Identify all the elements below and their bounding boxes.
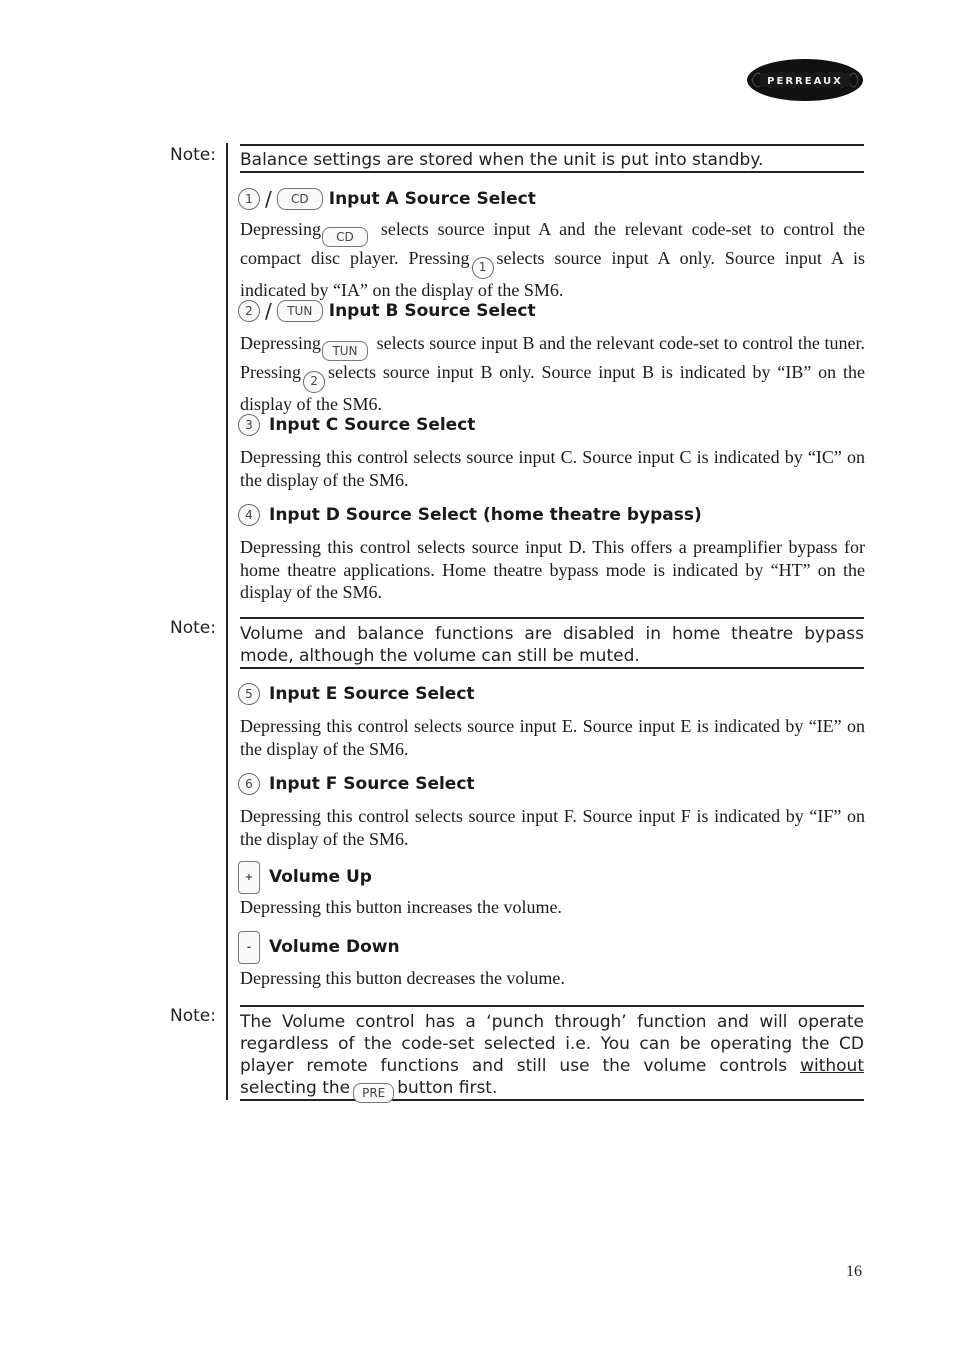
heading-input-b <box>238 298 536 324</box>
heading-text: Input B Source Select <box>328 301 536 321</box>
para-text: Depressing <box>240 219 321 239</box>
paragraph-input-b <box>240 332 865 415</box>
button-2-icon: 2 <box>303 371 325 393</box>
heading-input-f <box>238 771 475 797</box>
note-box <box>240 617 864 669</box>
button-6-icon: 6 <box>238 773 260 795</box>
button-1-icon: 1 <box>238 188 260 210</box>
note-box <box>240 144 864 173</box>
paragraph-input-f: Depressing this control selects source input F. Source input F is indicated by “IF” on the display of the SM6. <box>240 806 865 849</box>
gutter-rule <box>226 143 228 1100</box>
heading-text: Volume Down <box>269 937 400 957</box>
para-text: selects source input A and the relevant code-set to control the compact disc player. Pressing <box>240 219 866 269</box>
note-label: Note: <box>170 618 216 638</box>
heading-input-d <box>238 502 702 528</box>
paragraph-volume-up: Depressing this button increases the volume. <box>240 897 562 917</box>
button-4-icon: 4 <box>238 504 260 526</box>
para-text: Depressing <box>240 333 321 353</box>
button-3-icon: 3 <box>238 414 260 436</box>
logo-text: PERREAUX <box>767 76 843 87</box>
para-text: selects source input A only. Source input A is indicated by “IA” on the display of the SM6. <box>240 248 865 300</box>
para-text: selects source input B only. Source input B is indicated by “IB” on the display of the SM6. <box>240 362 865 414</box>
cd-button-icon: CD <box>277 188 323 210</box>
plus-button-icon: + <box>238 861 260 894</box>
para-text: selects source input B and the relevant code-set to control the tuner. Pressing <box>240 333 866 383</box>
note-text: Volume and balance functions are disabled in home theatre bypass mode, although the volume can still be muted. <box>240 624 864 666</box>
heading-text: Input A Source Select <box>328 189 536 209</box>
paragraph-input-e: Depressing this control selects source input E. Source input E is indicated by “IE” on the display of the SM6. <box>240 716 865 759</box>
perreaux-logo <box>746 58 864 102</box>
tun-button-icon: TUN <box>322 341 368 361</box>
button-5-icon: 5 <box>238 683 260 705</box>
cd-button-icon: CD <box>322 227 368 247</box>
heading-volume-up <box>238 860 372 894</box>
note-text: Balance settings are stored when the unit is put into standby. <box>240 150 764 170</box>
heading-text: Input C Source Select <box>269 415 476 435</box>
note-box <box>240 1005 864 1101</box>
button-1-icon: 1 <box>472 257 494 279</box>
heading-text: Input E Source Select <box>269 684 475 704</box>
paragraph-input-a <box>240 218 865 301</box>
paragraph-volume-down: Depressing this button decreases the volume. <box>240 968 565 988</box>
note-text: button first. <box>397 1078 498 1098</box>
button-2-icon: 2 <box>238 300 260 322</box>
heading-volume-down <box>238 930 400 964</box>
heading-text: Input D Source Select (home theatre bypass) <box>269 505 702 525</box>
note-underlined-text: without <box>800 1056 865 1076</box>
note-label: Note: <box>170 1006 216 1026</box>
heading-input-e <box>238 681 475 707</box>
note-label: Note: <box>170 145 216 165</box>
note-text: selecting the <box>240 1078 351 1098</box>
heading-input-c <box>238 412 475 438</box>
pre-button-icon: PRE <box>353 1083 394 1103</box>
heading-text: Input F Source Select <box>269 774 475 794</box>
paragraph-input-c: Depressing this control selects source input C. Source input C is indicated by “IC” on the display of the SM6. <box>240 447 865 490</box>
minus-button-icon: - <box>238 931 260 964</box>
separator: / <box>265 299 272 323</box>
paragraph-input-d: Depressing this control selects source input D. This offers a preamplifier bypass for home theatre applications. Home theatre bypass mode is indicated by “HT” on the display of the SM6. <box>240 537 865 602</box>
separator: / <box>265 187 272 211</box>
note-text: The Volume control has a ‘punch through’ function and will operate regardless of the code-set selected i.e. You can be operating the CD player remote functions and still use the volume controls <box>240 1012 864 1076</box>
heading-input-a <box>238 186 536 212</box>
tun-button-icon: TUN <box>277 300 323 322</box>
page-number: 16 <box>846 1263 862 1280</box>
heading-text: Volume Up <box>269 867 372 887</box>
